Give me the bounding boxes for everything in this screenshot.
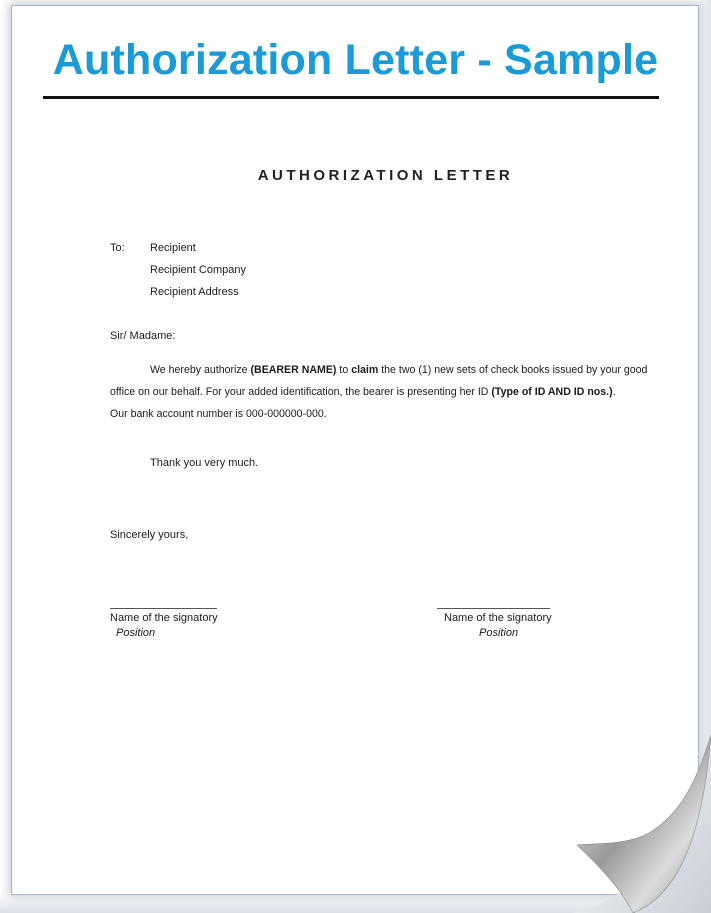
body-line-1: We hereby authorize (BEARER NAME) to claim the two (1) new sets of check books issued by your good (150, 364, 648, 376)
letter-heading: AUTHORIZATION LETTER (257, 167, 514, 184)
signatory-name-left: Name of the signatory (110, 612, 218, 624)
body-line-2: office on our behalf. For your added identification, the bearer is presenting her ID (Type of ID AND ID nos.). (110, 386, 616, 398)
closing: Sincerely yours, (110, 529, 189, 541)
body-line-3: Our bank account number is 000-000000-000. (110, 408, 327, 420)
page-curl-icon (531, 713, 711, 913)
recipient-name: Recipient (150, 242, 196, 254)
signatory-name-right: Name of the signatory (444, 612, 552, 624)
salutation: Sir/ Madame: (110, 330, 176, 342)
signatory-position-left: Position (116, 627, 156, 639)
page-title: Authorization Letter - Sample (52, 36, 659, 84)
signature-line-right (437, 608, 550, 609)
thanks-line: Thank you very much. (150, 457, 259, 469)
recipient-company: Recipient Company (150, 264, 246, 276)
signature-line-left (110, 608, 217, 609)
recipient-address: Recipient Address (150, 286, 239, 298)
title-underline (43, 96, 659, 99)
to-label: To: (110, 242, 125, 254)
signatory-position-right: Position (479, 627, 519, 639)
